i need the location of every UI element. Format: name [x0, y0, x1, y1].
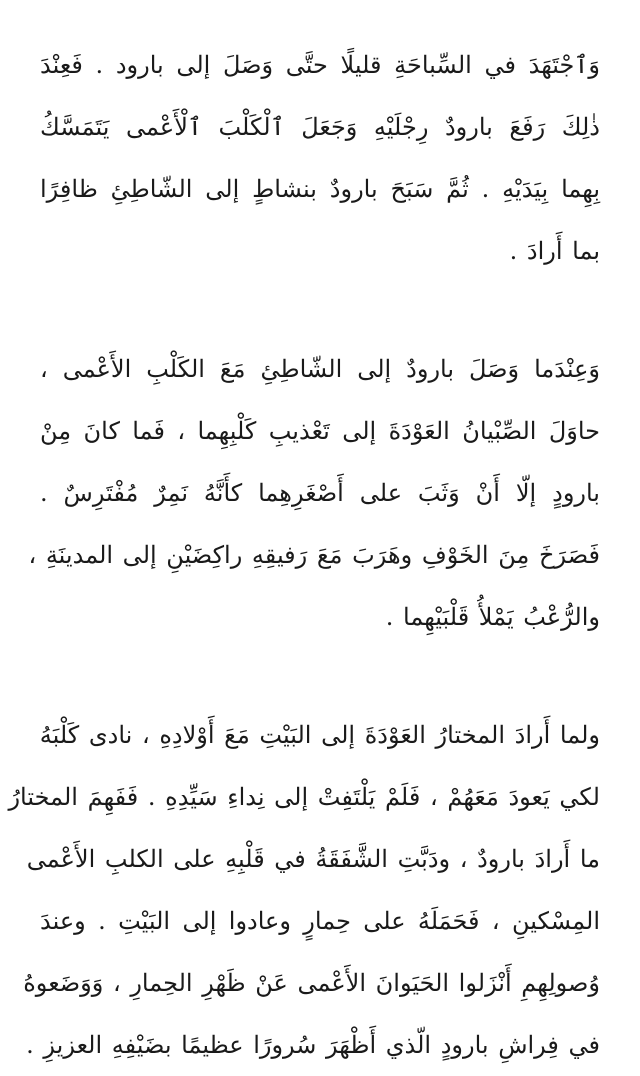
text-line: ذٰلِكَ رَفَعَ بارودٌ رِجْلَيْهِ وَجَعَلَ ٱلْكَلْبَ ٱلْأَعْمى يَتَمَسَّكُ	[40, 113, 600, 141]
paragraph-gap	[40, 648, 600, 704]
text-line: وُصولِهِمِ أَنْزَلوا الحَيَوانَ الأَعْمى عَنْ ظَهْرِ الحِمارِ ، وَوَضَعوهُ	[23, 969, 600, 997]
text-line: في فِراشِ بارودٍ الّذي أَظْهَرَ سُرورًا عظيمًا بضَيْفِهِ العزيزِ .	[26, 1031, 600, 1059]
text-line: ولما أَرادَ المختارُ العَوْدَةَ إلى البَيْتِ مَعَ أَوْلادِهِ ، نادى كَلْبَهُ	[39, 721, 600, 749]
paragraph-gap	[40, 282, 600, 338]
text-line: لكي يَعودَ مَعَهُمْ ، فَلَمْ يَلْتَفِتْ إلى نِداءِ سَيِّدِهِ . فَفَهِمَ المختارُ	[8, 783, 600, 811]
paragraph-3	[8, 704, 600, 1076]
paragraph-1	[40, 34, 600, 282]
text-line: بما أَرادَ .	[509, 237, 600, 265]
text-line: حاوَلَ الصِّبْيانُ العَوْدَةَ إلى تَعْذيبِ كَلْبِهِما ، فَما كانَ مِنْ	[40, 417, 600, 445]
text-line: فَصَرَخَ مِنَ الخَوْفِ وهَرَبَ مَعَ رَفيقِهِ راكِضَيْنِ إلى المدينَةِ ،	[28, 541, 600, 569]
text-line: والرُّعْبُ يَمْلأُ قَلْبَيْهِما .	[385, 603, 600, 631]
text-line: المِسْكينِ ، فَحَمَلَهُ على حِمارٍ وعادوا إلى البَيْتِ . وعندَ	[40, 907, 600, 935]
paragraph-2	[28, 338, 600, 648]
text-line: بِهِما بِيَدَيْهِ . ثُمَّ سَبَحَ بارودٌ بنشاطٍ إلى الشّاطِئِ ظافِرًا	[40, 175, 600, 203]
text-line: بارودٍ إلّا أَنْ وَثَبَ على أَصْغَرِهِما كأَنَّهُ نَمِرٌ مُفْتَرِسٌ .	[40, 479, 600, 507]
text-line: وَعِنْدَما وَصَلَ بارودٌ إلى الشّاطِئِ مَعَ الكَلْبِ الأَعْمى ،	[40, 355, 600, 383]
text-line: وَٱجْتَهَدَ في السِّباحَةِ قليلًا حتَّى وَصَلَ إلى بارود . فَعِنْدَ	[40, 51, 600, 79]
text-line: ما أَرادَ بارودٌ ، ودَبَّتِ الشَّفَقَةُ في قَلْبِهِ على الكلبِ الأَعْمى	[26, 845, 600, 873]
